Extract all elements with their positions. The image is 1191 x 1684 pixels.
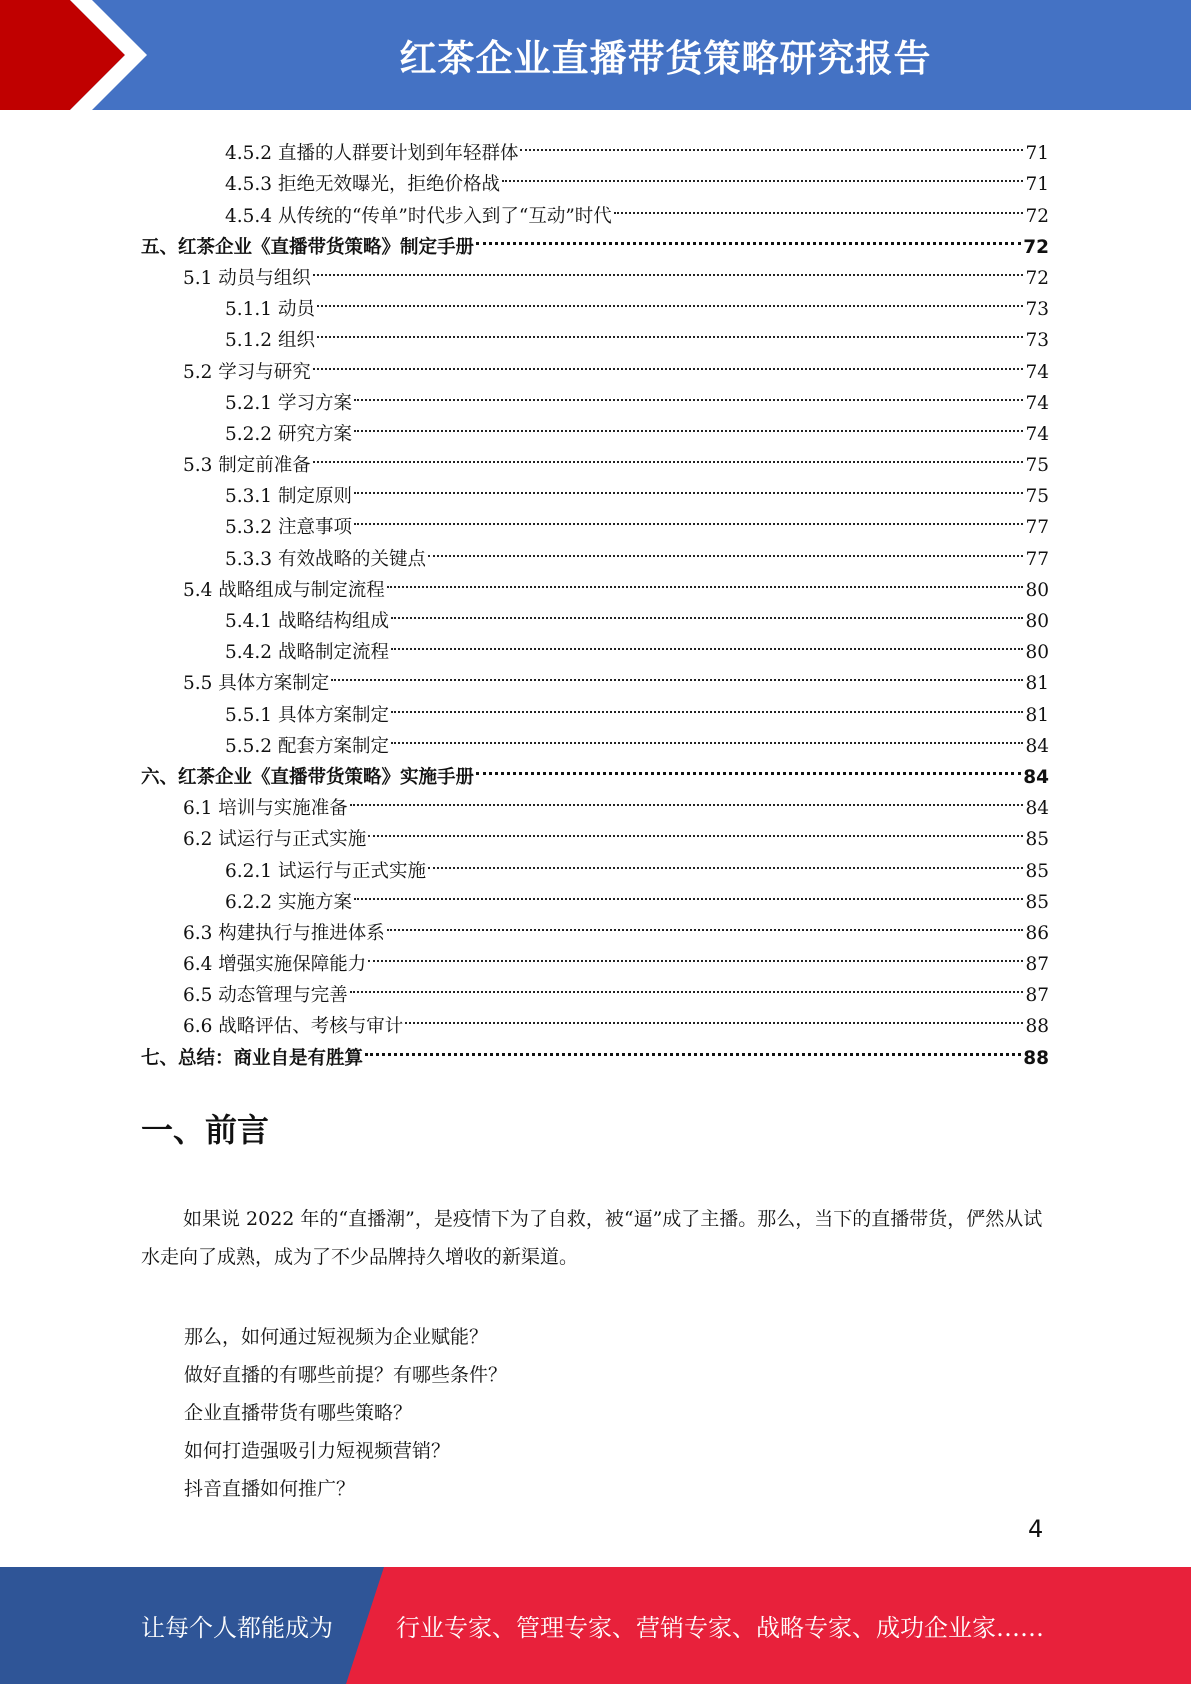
toc-leader-dots: [313, 253, 1024, 284]
toc-leader-dots: [350, 970, 1024, 1001]
toc-leader-dots: [368, 814, 1023, 845]
footer-slogan-right: 行业专家、管理专家、营销专家、战略专家、成功企业家……: [396, 1614, 1044, 1642]
toc-leader-dots: [354, 502, 1024, 533]
toc-entry-title: 5.5.1 具体方案制定: [225, 704, 389, 726]
toc-leader-dots: [331, 658, 1023, 689]
toc-leader-dots: [614, 190, 1024, 221]
toc-entry-title: 6.2.2 实施方案: [225, 891, 352, 913]
toc-entry-title: 六、红茶企业《直播带货策略》实施手册: [141, 766, 475, 788]
toc-entry-page: 84: [1025, 798, 1049, 820]
toc-leader-dots: [365, 1032, 1021, 1063]
toc-entry-title: 5.2.1 学习方案: [225, 392, 352, 414]
toc-entry-page: 87: [1025, 985, 1049, 1007]
toc-entry-page: 71: [1025, 174, 1049, 196]
toc-entry-page: 80: [1025, 579, 1049, 601]
toc-entry-page: 85: [1025, 860, 1049, 882]
page-footer: [0, 1567, 1191, 1684]
toc-leader-dots: [502, 159, 1023, 190]
toc-entry-page: 71: [1025, 143, 1049, 165]
toc-entry-page: 74: [1025, 423, 1049, 445]
toc-entry-title: 4.5.2 直播的人群要计划到年轻群体: [225, 143, 519, 165]
toc-entry-title: 4.5.3 拒绝无效曝光，拒绝价格战: [225, 174, 500, 196]
toc-entry-title: 6.6 战略评估、考核与审计: [183, 1016, 404, 1038]
toc-leader-dots: [317, 284, 1024, 315]
toc-entry-page: 81: [1025, 704, 1049, 726]
toc-entry-title: 6.4 增强实施保障能力: [183, 954, 367, 976]
toc-leader-dots: [391, 596, 1023, 627]
toc-leader-dots: [313, 346, 1024, 377]
toc-entry-page: 80: [1025, 611, 1049, 632]
toc-entry-page: 85: [1025, 829, 1049, 851]
toc-entry-page: 77: [1025, 517, 1049, 539]
toc-entry-title: 5.4 战略组成与制定流程: [183, 579, 385, 601]
toc-leader-dots: [354, 471, 1024, 502]
toc-entry-title: 5.3.2 注意事项: [225, 517, 352, 539]
toc-leader-dots: [368, 939, 1023, 970]
toc-entry-title: 5.1.1 动员: [225, 299, 315, 321]
toc-leader-dots: [391, 627, 1023, 658]
toc-entry-page: 85: [1025, 891, 1049, 913]
toc-entry-title: 5.5.2 配套方案制定: [225, 735, 389, 757]
toc-leader-dots: [476, 222, 1021, 253]
toc-entry-page: 74: [1025, 361, 1049, 383]
toc-leader-dots: [405, 1001, 1023, 1032]
toc-entry-page: 77: [1025, 548, 1049, 570]
toc-entry-title: 5.4.1 战略结构组成: [225, 611, 389, 632]
toc-entry-title: 5.2.2 研究方案: [225, 423, 352, 445]
section-title: 一、前言: [141, 1111, 270, 1149]
toc-entry-title: 5.4.2 战略制定流程: [225, 642, 389, 664]
toc-leader-dots: [428, 533, 1023, 564]
toc-entry-title: 七、总结：商业自是有胜算: [141, 1047, 364, 1069]
page-number: 4: [1028, 1515, 1044, 1543]
toc-entry-title: 5.3.1 制定原则: [225, 486, 352, 508]
question-item: 那么，如何通过短视频为企业赋能？: [184, 1326, 489, 1348]
toc-entry-page: 72: [1025, 205, 1049, 227]
toc-entry-page: 75: [1025, 455, 1049, 477]
toc-entry-page: 80: [1025, 642, 1049, 664]
header-title: 红茶企业直播带货策略研究报告: [399, 37, 932, 80]
toc-entry-page: 84: [1025, 735, 1049, 757]
toc-entry-page: 81: [1025, 673, 1049, 695]
toc-leader-dots: [350, 783, 1024, 814]
toc-entry-page: 73: [1025, 330, 1049, 352]
toc-entry-page: 72: [1023, 236, 1049, 258]
toc-entry-page: 72: [1025, 267, 1049, 289]
header-arrow-decoration: [0, 0, 160, 110]
toc-entry-page: 84: [1023, 766, 1049, 788]
toc-entry-title: 5.1 动员与组织: [183, 267, 311, 289]
toc-entry-page: 74: [1025, 392, 1049, 414]
toc-entry-page: 73: [1025, 299, 1049, 321]
toc-leader-dots: [387, 565, 1024, 596]
question-item: 做好直播的有哪些前提？有哪些条件？: [184, 1364, 508, 1386]
toc-entry-title: 5.1.2 组织: [225, 330, 315, 352]
toc-leader-dots: [428, 845, 1023, 876]
toc-leader-dots: [313, 440, 1024, 471]
toc-entry-title: 6.1 培训与实施准备: [183, 798, 348, 820]
body-paragraph: 如果说 2022 年的“直播潮”，是疫情下为了自救，被“逼”成了主播。那么，当下的直播带货，俨然从试水走向了成熟，成为了不少品牌持久增收的新渠道。: [141, 1208, 1043, 1268]
question-list: [184, 1318, 1044, 1508]
toc-entry-page: 87: [1025, 954, 1049, 976]
table-of-contents: [141, 128, 1049, 1069]
toc-entry[interactable]: [141, 128, 1049, 165]
toc-entry-title: 5.3 制定前准备: [183, 455, 311, 477]
question-item: 如何打造强吸引力短视频营销？: [184, 1440, 451, 1462]
toc-leader-dots: [354, 877, 1024, 908]
toc-entry-title: 5.5 具体方案制定: [183, 673, 330, 695]
toc-entry-page: 88: [1023, 1047, 1049, 1069]
question-item: 抖音直播如何推广？: [184, 1478, 356, 1500]
toc-leader-dots: [317, 315, 1024, 346]
toc-entry-title: 6.5 动态管理与完善: [183, 985, 348, 1007]
toc-leader-dots: [354, 378, 1024, 409]
toc-entry-title: 5.2 学习与研究: [183, 361, 311, 383]
question-item: 企业直播带货有哪些策略？: [184, 1402, 413, 1424]
toc-entry-title: 6.3 构建执行与推进体系: [183, 922, 385, 944]
toc-entry-page: 86: [1025, 922, 1049, 944]
toc-leader-dots: [476, 752, 1021, 783]
toc-entry-title: 4.5.4 从传统的“传单”时代步入到了“互动”时代: [225, 205, 612, 227]
footer-slogan-left: 让每个人都能成为: [141, 1614, 333, 1642]
toc-leader-dots: [520, 128, 1023, 159]
toc-leader-dots: [387, 908, 1024, 939]
toc-entry-title: 五、红茶企业《直播带货策略》制定手册: [141, 236, 475, 258]
toc-leader-dots: [354, 409, 1024, 440]
toc-entry-page: 88: [1025, 1016, 1049, 1038]
page-header: [0, 0, 1191, 110]
toc-entry-title: 5.3.3 有效战略的关键点: [225, 548, 426, 570]
toc-leader-dots: [391, 689, 1023, 720]
toc-entry-title: 6.2 试运行与正式实施: [183, 829, 367, 851]
toc-leader-dots: [391, 721, 1023, 752]
toc-entry-page: 75: [1025, 486, 1049, 508]
toc-entry-title: 6.2.1 试运行与正式实施: [225, 860, 426, 882]
